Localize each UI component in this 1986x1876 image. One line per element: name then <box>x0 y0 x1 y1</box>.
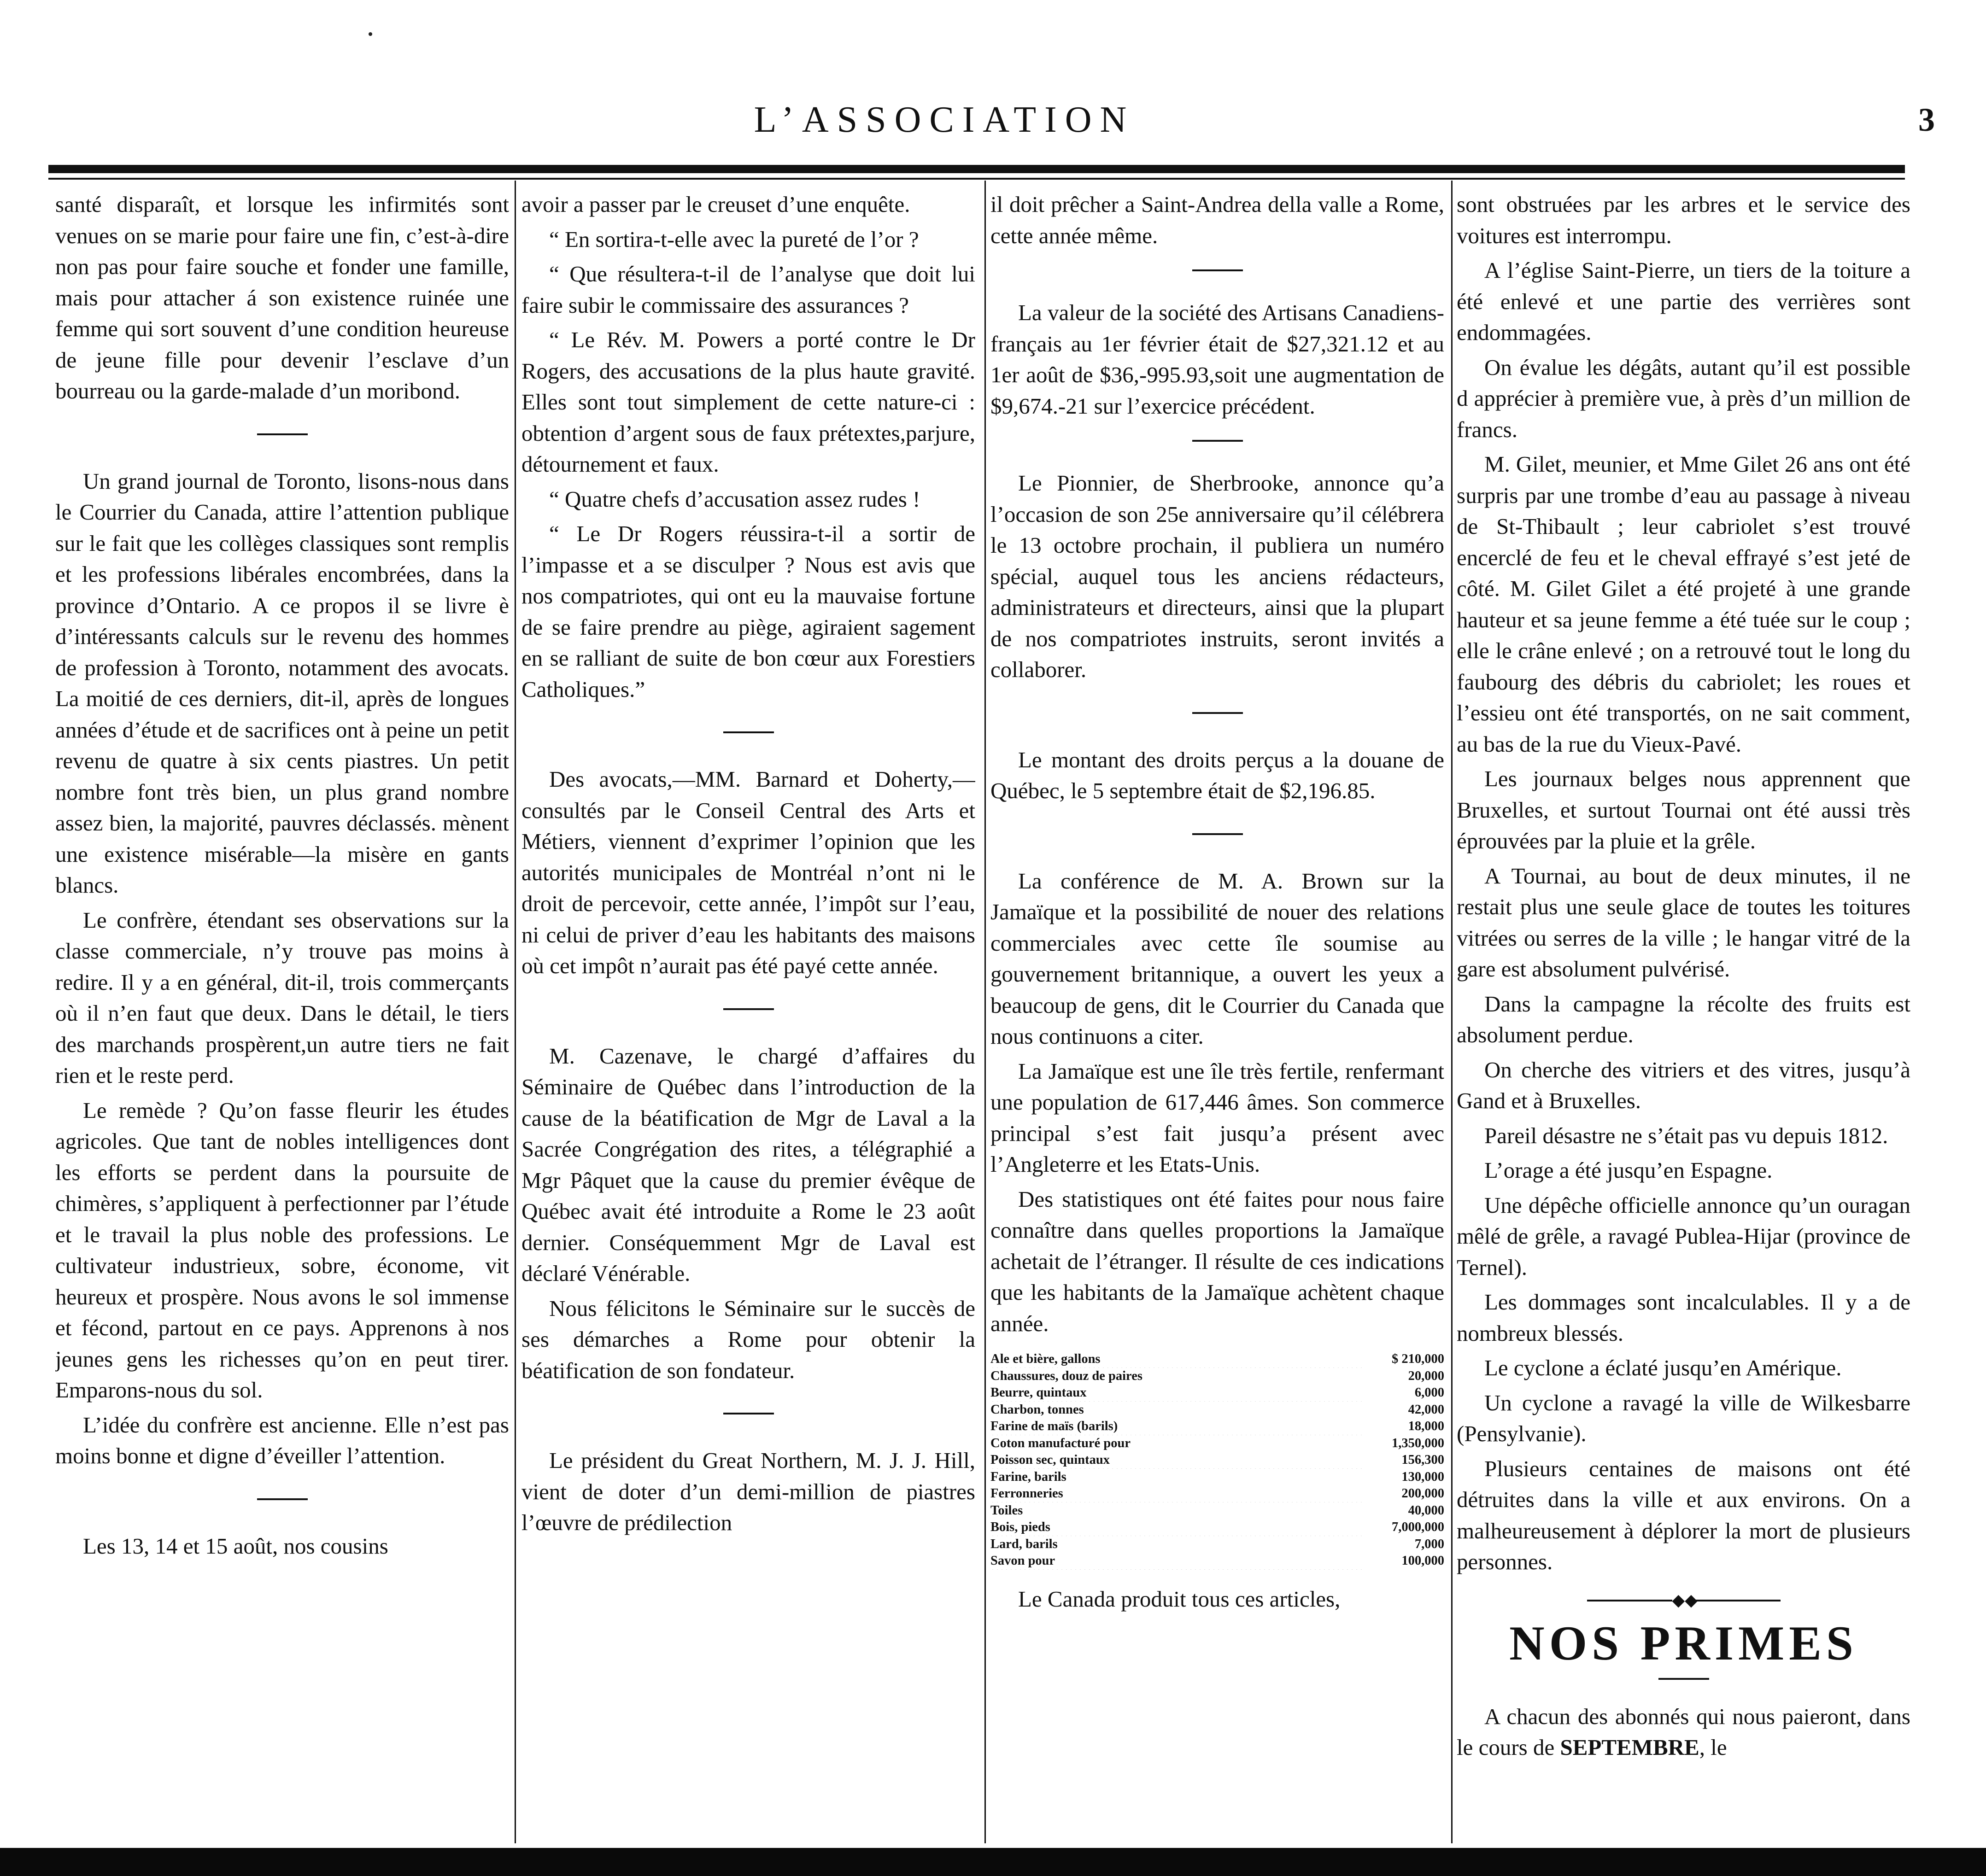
item-label: Charbon, tonnes <box>990 1403 1086 1417</box>
imports-table <box>990 1351 1444 1570</box>
column-divider <box>984 181 986 1843</box>
article-paragraph: “ Le Rév. M. Powers a porté contre le Dr Rogers, des accusations de la plus haute gravité. Elles sont tout simplement de cette nature-ci : obtention d’argent sous de faux prétextes,parjure, détournement et faux. <box>521 327 975 477</box>
column-3 <box>990 189 1444 1847</box>
article-paragraph: L’orage a été jusqu’en Espagne. <box>1484 1157 1773 1183</box>
article-paragraph: Le cyclone a éclaté jusqu’en Amérique. <box>1484 1355 1842 1380</box>
table-cell-value: 42,000 <box>1363 1402 1444 1419</box>
table-cell-value: 20,000 <box>1363 1368 1444 1385</box>
table-cell-label <box>990 1452 1363 1469</box>
masthead <box>0 94 1986 145</box>
column-4 <box>1457 189 1910 1847</box>
article-paragraph: Le Pionnier, de Sherbrooke, annonce qu’a l’occasion de son 25e anniversaire qu’il célébrera le 13 octobre prochain, il publiera un numéro spécial, auquel tous les anciens rédacteurs, administrateurs et directeurs, ainsi que la plupart de nos compatriotes instruits, seront invités a collaborer. <box>990 470 1444 682</box>
table-row <box>990 1469 1444 1486</box>
table-row <box>990 1452 1444 1469</box>
article-paragraph: sont obstruées par les arbres et le service des voitures est interrompu. <box>1457 192 1910 248</box>
table-cell-value: 7,000 <box>1363 1536 1444 1553</box>
table-cell-value: 156,300 <box>1363 1452 1444 1469</box>
table-cell-value: 130,000 <box>1363 1469 1444 1486</box>
table-row <box>990 1536 1444 1553</box>
section-separator <box>1192 440 1243 442</box>
paragraph-text: A chacun des abonnés qui nous paieront, dans le cours de <box>1457 1703 1910 1760</box>
article-paragraph: santé disparaît, et lorsque les infirmités sont venues on se marie pour faire une fin, c’est-à-dire non pas pour faire souche et fonder une famille, mais pour attacher á son existence ruinée une femme qui sort souvent d’une condition heureuse de jeune fille pour devenir l’esclave d’un bourreau ou la garde-malade d’un moribond. <box>55 192 509 403</box>
article-paragraph: “ Que résultera-t-il de l’analyse que doit lui faire subir le commissaire des assurances ? <box>521 261 975 318</box>
table-cell-value: 7,000,000 <box>1363 1519 1444 1536</box>
article-paragraph: Un cyclone a ravagé la ville de Wilkesbarre (Pensylvanie). <box>1457 1390 1910 1446</box>
article-paragraph: Des statistiques ont été faites pour nous faire connaître dans quelles proportions la Jamaïque achetait de l’étranger. Il résulte de ces indications que les habitants de la Jamaïque achètent chaque année. <box>990 1186 1444 1336</box>
table-row <box>990 1368 1444 1385</box>
header-rule-thick <box>48 165 1905 173</box>
table-row <box>990 1502 1444 1520</box>
article-paragraph: Plusieurs centaines de maisons ont été détruites dans la ville et aux environs. On a malheureusement à déplorer la mort de plusieurs personnes. <box>1457 1455 1910 1574</box>
article-paragraph <box>1457 1701 1910 1763</box>
section-separator <box>257 433 308 435</box>
table-cell-label <box>990 1368 1363 1385</box>
table-row <box>990 1519 1444 1536</box>
column-divider <box>1451 181 1453 1843</box>
table-row <box>990 1435 1444 1452</box>
table-cell-label <box>990 1502 1363 1520</box>
column-1 <box>55 189 509 1847</box>
table-cell-value: 200,000 <box>1363 1485 1444 1502</box>
article-paragraph: Pareil désastre ne s’était pas vu depuis 1812. <box>1484 1122 1888 1148</box>
table-cell-label <box>990 1435 1363 1452</box>
article-paragraph: il doit prêcher a Saint-Andrea della valle a Rome, cette année même. <box>990 192 1444 248</box>
month-name: SEPTEMBRE <box>1560 1735 1699 1760</box>
print-speck <box>369 32 372 36</box>
section-heading: NOS PRIMES <box>1509 1616 1858 1670</box>
table-cell-label <box>990 1469 1363 1486</box>
article-paragraph: La conférence de M. A. Brown sur la Jamaïque et la possibilité de nouer des relations commerciales avec cette île soumise au gouvernement britannique, a ouvert les yeux a beaucoup de gens, dit le Courrier du Canada que nous continuons a citer. <box>990 868 1444 1049</box>
table-cell-value: 40,000 <box>1363 1502 1444 1520</box>
table-cell-label <box>990 1351 1363 1368</box>
article-paragraph: L’idée du confrère est ancienne. Elle n’est pas moins bonne et digne d’éveiller l’attention. <box>55 1412 509 1468</box>
article-paragraph: On évalue les dégâts, autant qu’il est possible d apprécier à première vue, à près d’un million de francs. <box>1457 354 1910 442</box>
article-paragraph: Les dommages sont incalculables. Il y a de nombreux blessés. <box>1457 1289 1910 1346</box>
article-paragraph: “ En sortira-t-elle avec la pureté de l’or ? <box>549 226 919 252</box>
page-number: 3 <box>1918 101 1935 138</box>
table-row <box>990 1418 1444 1435</box>
article-paragraph: Un grand journal de Toronto, lisons-nous dans le Courrier du Canada, attire l’attention publique sur le fait que les collèges classiques sont remplis et les professions libérales encombrées, dans la province d’Ontario. A ce propos il se livre è d’intéressants calculs sur le revenu des hommes de profession à Toronto, notamment des avocats. La moitié de ces derniers, dit-il, après de longues années d’étude et de sacrifices ont à peine un petit revenu de quatre à six cents piastres. Un petit nombre font très bien, un plus grand nombre assez bien, la majorité, pauvres déclassés. mènent une existence misérable—la misère en gants blancs. <box>55 468 509 898</box>
item-label: Ale et bière, gallons <box>990 1352 1102 1366</box>
article-paragraph: “ Le Dr Rogers réussira-t-il a sortir de l’impasse et a se disculper ? Nous est avis que nos compatriotes, qui ont eu la mauvaise fortune de se faire prendre au piège, agiraient sagement en se ralliant de suite de bon cœur aux Forestiers Catholiques.” <box>521 521 975 702</box>
section-separator <box>1658 1678 1709 1680</box>
item-label: Chaussures, douz de paires <box>990 1369 1144 1383</box>
article-paragraph: M. Cazenave, le chargé d’affaires du Séminaire de Québec dans l’introduction de la cause de la béatification de Mgr de Laval a la Sacrée Congrégation des rites, a télégraphié a Mgr Pâquet que la cause du premier évêque de Québec avait été introduite a Rome le 23 août dernier. Conséquemment Mgr de Laval est déclaré Vénérable. <box>521 1043 975 1286</box>
section-separator <box>1192 269 1243 271</box>
article-paragraph: M. Gilet, meunier, et Mme Gilet 26 ans ont été surpris par une trombe d’eau au passage à niveau de St-Thibault ; leur cabriolet s’est trouvé encerclé de feu et le cheval effrayé s’est jeté de côté. M. Gilet Gilet a été projeté à une grande hauteur et sa jeune femme a été tuée sur le coup ; elle le crâne enlevé ; on a retrouvé tout le long du faubourg des débris du cabriolet; les roues et l’essieu ont été transportés, on ne sait comment, au bas de la rue du Vieux-Pavé. <box>1457 451 1910 757</box>
item-label: Beurre, quintaux <box>990 1385 1089 1400</box>
item-label: Lard, barils <box>990 1537 1060 1551</box>
table-cell-label <box>990 1385 1363 1402</box>
column-divider <box>515 181 516 1843</box>
article-paragraph: Les journaux belges nous apprennent que Bruxelles, et surtout Tournai ont été aussi très éprouvées par la pluie et la grêle. <box>1457 766 1910 853</box>
table-cell-value: 6,000 <box>1363 1385 1444 1402</box>
ornamental-rule <box>1587 1590 1781 1609</box>
article-paragraph: Le président du Great Northern, M. J. J. Hill, vient de doter d’un demi-million de piastres l’œuvre de prédilection <box>521 1448 975 1535</box>
table-cell-label <box>990 1402 1363 1419</box>
table-row <box>990 1402 1444 1419</box>
article-paragraph: avoir a passer par le creuset d’une enquête. <box>521 192 910 217</box>
article-paragraph: Le remède ? Qu’on fasse fleurir les études agricoles. Que tant de nobles intelligences dont les efforts se perdent dans la poursuite de chimères, s’appliquent à perfectionner par l’étude et le travail la plus noble des professions. Le cultivateur industrieux, sobre, économe, vit heureux et prospère. Nous avons le sol immense et fécond, partout en ce pays. Apprenons à nos jeunes gens les richesses qu’on en peut tirer. Emparons-nous du sol. <box>55 1097 509 1403</box>
table-cell-value: 18,000 <box>1363 1418 1444 1435</box>
article-paragraph: Dans la campagne la récolte des fruits est absolument perdue. <box>1457 991 1910 1047</box>
article-paragraph: Le confrère, étendant ses observations sur la classe commerciale, n’y trouve pas moins à redire. Il y a en général, dit-il, trois commerçants où il n’en faut que deux. Dans le détail, le tiers des marchands prospèrent,un autre tiers ne fait rien et le reste perd. <box>55 907 509 1088</box>
article-paragraph: La Jamaïque est une île très fertile, renfermant une population de 617,446 âmes. Son commerce principal s’est fait jusqu’a présent avec l’Angleterre et les Etats-Unis. <box>990 1058 1444 1177</box>
newspaper-title: L’ASSOCIATION <box>754 99 1135 140</box>
item-label: Savon pour <box>990 1554 1057 1568</box>
article-paragraph: La valeur de la société des Artisans Canadiens-français au 1er février était de $27,321.12 et au 1er août de $36,-995.93,soit une augmentation de $9,674.-21 sur l’exercice précédent. <box>990 300 1444 419</box>
imports-table-body <box>990 1351 1444 1570</box>
item-label: Farine, barils <box>990 1470 1068 1484</box>
table-cell-value: $ 210,000 <box>1363 1351 1444 1368</box>
section-separator <box>1192 833 1243 835</box>
article-paragraph: Le Canada produit tous ces articles, <box>1018 1586 1341 1612</box>
item-label: Coton manufacturé pour <box>990 1436 1132 1450</box>
article-paragraph: Nous félicitons le Séminaire sur le succès de ses démarches a Rome pour obtenir la béatification de son fondateur. <box>521 1295 975 1383</box>
table-cell-label <box>990 1418 1363 1435</box>
article-paragraph: On cherche des vitriers et des vitres, jusqu’à Gand et à Bruxelles. <box>1457 1057 1910 1113</box>
section-separator <box>723 1413 774 1414</box>
section-separator <box>723 1008 774 1010</box>
article-paragraph: “ Quatre chefs d’accusation assez rudes ! <box>549 486 920 512</box>
item-label: Toiles <box>990 1503 1025 1518</box>
table-row <box>990 1385 1444 1402</box>
section-separator <box>257 1498 308 1500</box>
article-paragraph: Les 13, 14 et 15 août, nos cousins <box>83 1533 388 1559</box>
table-cell-label <box>990 1536 1363 1553</box>
article-paragraph: A Tournai, au bout de deux minutes, il ne restait plus une seule glace de toutes les toitures vitrées ou serres de la ville ; le hangar vitré de la gare est absolument pulvérisé. <box>1457 863 1910 982</box>
item-label: Ferronneries <box>990 1486 1065 1501</box>
article-paragraph: Le montant des droits perçus a la douane de Québec, le 5 septembre était de $2,196.85. <box>990 747 1444 803</box>
section-separator <box>1192 712 1243 714</box>
section-separator <box>723 731 774 733</box>
table-cell-label <box>990 1519 1363 1536</box>
table-cell-label <box>990 1553 1363 1570</box>
article-paragraph: Une dépêche officielle annonce qu’un ouragan mêlé de grêle, a ravagé Publea-Hijar (province de Ternel). <box>1457 1192 1910 1280</box>
paragraph-text: , le <box>1699 1735 1727 1760</box>
item-label: Farine de maïs (barils) <box>990 1419 1119 1433</box>
article-paragraph: A l’église Saint-Pierre, un tiers de la toiture a été enlevé et une partie des verrières sont endommagées. <box>1457 257 1910 345</box>
table-cell-value: 1,350,000 <box>1363 1435 1444 1452</box>
article-paragraph: Des avocats,—MM. Barnard et Doherty,—consultés par le Conseil Central des Arts et Métiers, viennent d’exprimer l’opinion que les autorités municipales de Montréal n’ont ni le droit de percevoir, cette année, l’impôt sur l’eau, ni celui de priver d’eau les habitants des maisons où cet impôt n’aurait pas été payé cette année. <box>521 766 975 978</box>
table-cell-label <box>990 1485 1363 1502</box>
table-cell-value: 100,000 <box>1363 1553 1444 1570</box>
ornament-glyph: ◆◆ <box>1672 1590 1698 1609</box>
column-2 <box>521 189 975 1847</box>
scan-bottom-edge <box>0 1848 1986 1876</box>
item-label: Poisson sec, quintaux <box>990 1453 1112 1467</box>
item-label: Bois, pieds <box>990 1520 1052 1534</box>
table-row <box>990 1553 1444 1570</box>
header-rule-thin <box>48 178 1905 180</box>
table-row <box>990 1485 1444 1502</box>
table-row <box>990 1351 1444 1368</box>
